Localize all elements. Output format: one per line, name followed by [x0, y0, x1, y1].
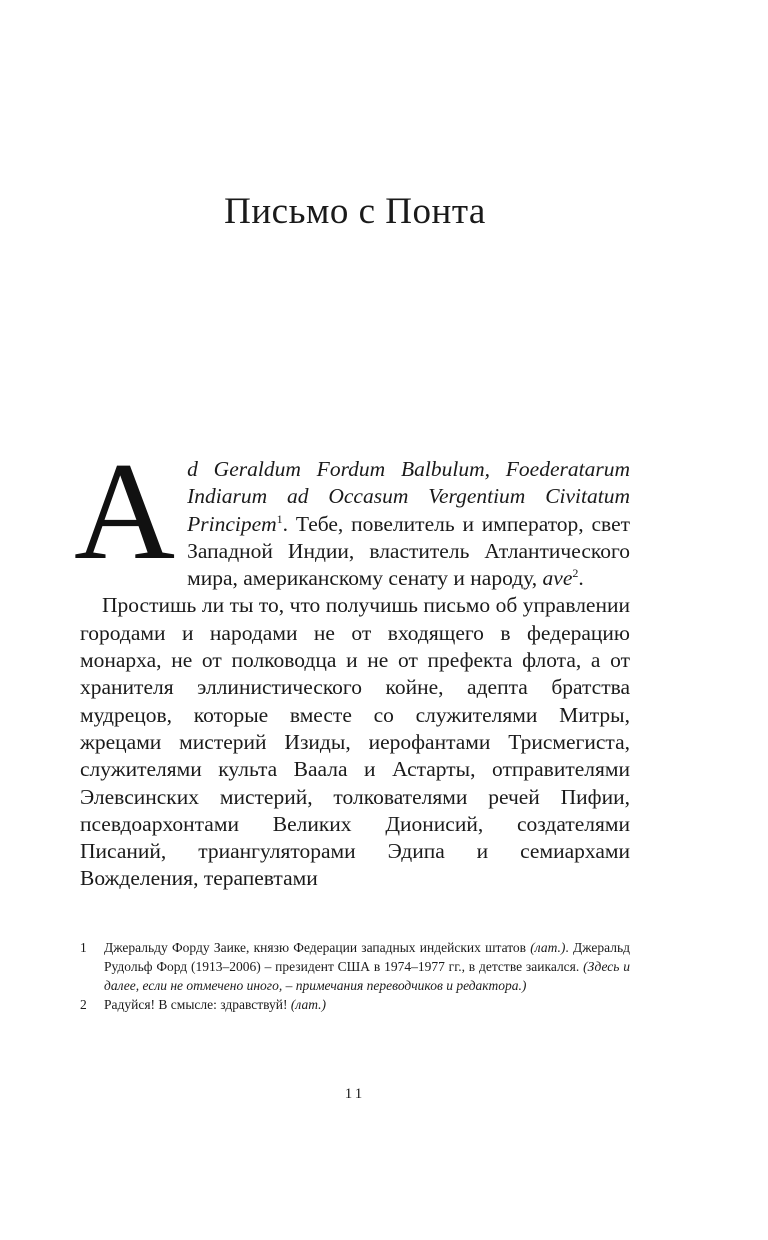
chapter-title: Письмо с Понта	[224, 191, 486, 232]
footnote-ref-1[interactable]: 1	[276, 511, 283, 526]
paragraph-1-end: .	[578, 566, 584, 591]
footnote-text	[104, 995, 630, 1014]
footnote-text	[104, 938, 630, 995]
paragraph-1-text: Тебе, повелитель и император, свет Западной Индии, властитель Атлантического мира, американскому сенату и народу,	[187, 511, 631, 591]
footnote-body: Радуйся! В смысле: здравствуй!	[104, 997, 291, 1012]
footnotes	[80, 938, 630, 1014]
footnote-body: Джеральду Форду Заике, князю Федерации западных индейских штатов	[104, 940, 531, 955]
footnote-2	[80, 995, 630, 1014]
body-text	[74, 434, 631, 893]
footnote-number: 1	[80, 940, 87, 955]
footnote-ref-2[interactable]: 2	[572, 566, 579, 581]
ave-word: ave	[542, 566, 573, 591]
footnote-1	[80, 938, 630, 995]
footnote-number: 2	[80, 997, 87, 1012]
dedication-period: .	[282, 511, 289, 536]
page-number: 11	[344, 1086, 366, 1102]
footnote-body-2: . Джеральд Рудольф Форд (1913–2006) – президент США в 1974–1977 гг., в детстве заикался.	[104, 940, 630, 974]
latin-dedication: d Geraldum Fordum Balbulum, Foederatarum Indiarum ad Occasum Vergentium Civitatum Principem	[187, 457, 630, 536]
footnote-lang-tag: (лат.)	[290, 997, 326, 1012]
drop-cap: A	[74, 434, 176, 589]
footnote-editor-note: (Здесь и далее, если не отмечено иного, – примечания переводчиков и редактора.)	[104, 959, 630, 993]
footnote-lang-tag: (лат.)	[530, 940, 566, 955]
paragraph-2: Простишь ли ты то, что получишь письмо об управлении городами и народами не от входящего в федерацию монарха, не от полководца и не от префекта флота, а от хранителя эллинистического койне, адепта братства мудрецов, которые вместе со служителями Митры, жрецами мистерий Изиды, иерофантами Трисмегиста, служителями культа Ваала и Астарты, отправителями Элевсинских мистерий, толкователями речей Пифии, псевдоархонтами Великих Дионисий, создателями Писаний, триангуляторами Эдипа и семиархами Вожделения, терапевтами	[80, 593, 630, 891]
